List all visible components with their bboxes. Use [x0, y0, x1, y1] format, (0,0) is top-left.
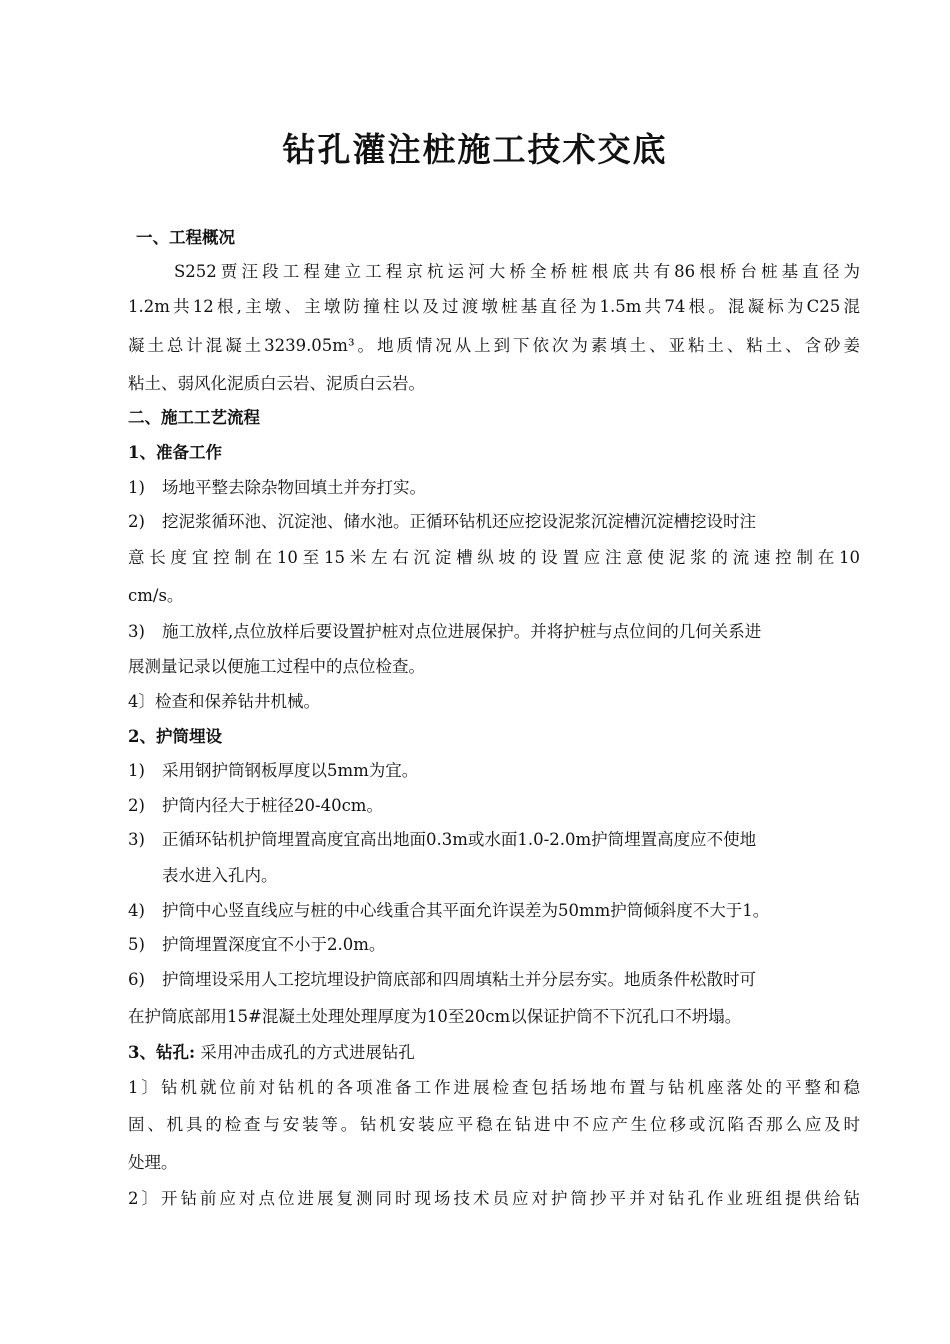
list-item: 2) 挖泥浆循环池、沉淀池、储水池。正循环钻机还应挖设泥浆沉淀槽沉淀槽挖设时注 — [128, 512, 756, 531]
subsection-heading-drilling: 3、钻孔: 采用冲击成孔的方式进展钻孔 — [128, 1043, 415, 1062]
paragraph-line: 1〕钻机就位前对钻机的各项准备工作进展检查包括场地布置与钻机座落处的平整和稳 — [128, 1078, 860, 1097]
paragraph-line: 处理。 — [128, 1153, 178, 1172]
list-item: 4) 护筒中心竖直线应与桩的中心线重合其平面允许误差为50mm护筒倾斜度不大于1。 — [128, 901, 770, 920]
list-item: 1) 采用钢护筒钢板厚度以5mm为宜。 — [128, 761, 419, 780]
subsection-heading-preparation: 1、准备工作 — [128, 443, 222, 462]
list-item: 4〕检查和保养钻井机械。 — [128, 692, 320, 711]
section-heading-overview: 一、工程概况 — [136, 228, 235, 247]
list-item: 6) 护筒埋设采用人工挖坑埋设护筒底部和四周填粘土并分层夯实。地质条件松散时可 — [128, 970, 756, 989]
paragraph-line: 1.2m共12根,主墩、主墩防撞柱以及过渡墩桩基直径为1.5m共74根。混凝标为C25混 — [128, 297, 860, 316]
paragraph-line: 粘土、弱风化泥质白云岩、泥质白云岩。 — [128, 374, 425, 393]
paragraph-line: 凝土总计混凝土3239.05m³。地质情况从上到下依次为素填土、亚粘土、粘土、含砂姜 — [128, 336, 860, 355]
list-item-continued: 意长度宜控制在10至15米左右沉淀槽纵坡的设置应注意使泥浆的流速控制在10 — [128, 548, 860, 567]
list-item-continued: cm/s。 — [128, 586, 184, 605]
list-item: 5) 护筒埋置深度宜不小于2.0m。 — [128, 935, 386, 954]
list-item: 2) 护筒内径大于桩径20-40cm。 — [128, 796, 383, 815]
list-item-continued: 展测量记录以便施工过程中的点位检查。 — [128, 657, 425, 676]
document-title: 钻孔灌注桩施工技术交底 — [282, 130, 668, 169]
paragraph-line: 2〕开钻前应对点位进展复测同时现场技术员应对护筒抄平并对钻孔作业班组提供给钻 — [128, 1189, 860, 1208]
list-item-continued: 表水进入孔内。 — [162, 866, 278, 885]
section-heading-process: 二、施工工艺流程 — [128, 408, 260, 427]
subsection-heading-casing: 2、护筒埋设 — [128, 727, 222, 746]
list-item: 3) 正循环钻机护筒埋置高度宜高出地面0.3m或水面1.0-2.0m护筒埋置高度应不使地 — [128, 830, 757, 849]
paragraph-line: 固、机具的检查与安装等。钻机安装应平稳在钻进中不应产生位移或沉陷否那么应及时 — [128, 1115, 860, 1134]
list-item: 1) 场地平整去除杂物回填土并夯打实。 — [128, 478, 426, 497]
paragraph-line: S252贾汪段工程建立工程京杭运河大桥全桥桩根底共有86根桥台桩基直径为 — [174, 262, 860, 281]
list-item: 3) 施工放样,点位放样后要设置护桩对点位进展保护。并将护桩与点位间的几何关系进 — [128, 622, 762, 641]
list-item-continued: 在护筒底部用15#混凝土处理处理厚度为10至20cm以保证护筒不下沉孔口不坍塌。 — [128, 1007, 742, 1026]
